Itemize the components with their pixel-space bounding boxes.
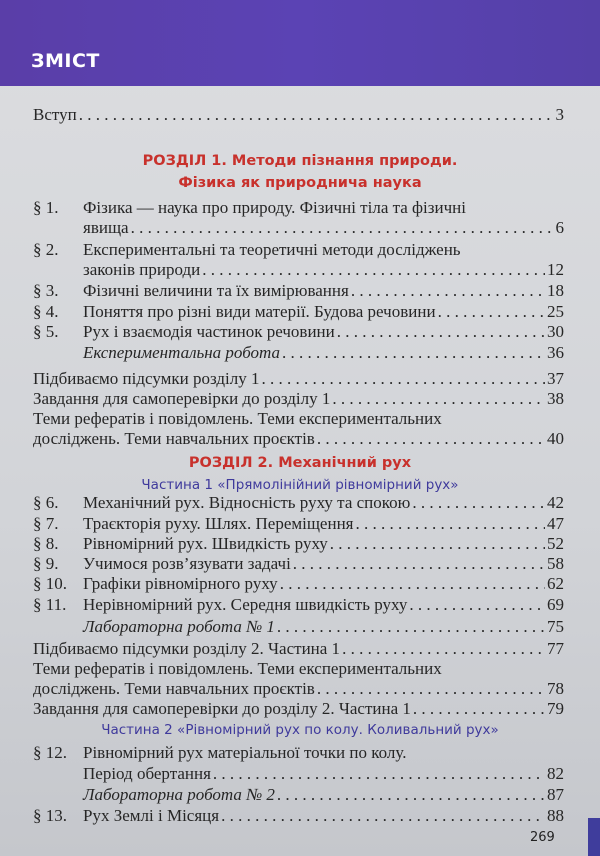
- dot-leader: [317, 428, 545, 449]
- entry-text: Теми рефератів і повідомлень. Теми експериментальних: [33, 409, 442, 428]
- entry-page: 79: [547, 699, 564, 718]
- entry-text: Експериментальна робота: [83, 343, 281, 362]
- dot-leader: [317, 678, 545, 699]
- entry-page: 58: [547, 554, 564, 573]
- part-2-title: Частина 2 «Рівномірний рух по колу. Коливальний рух»: [101, 722, 499, 738]
- entry-page: 30: [547, 322, 564, 341]
- entry-page: 69: [547, 595, 564, 614]
- dot-leader: [332, 388, 545, 409]
- dot-leader: [356, 513, 546, 534]
- entry-number: § 12.: [33, 743, 67, 762]
- entry-page: 12: [547, 260, 564, 279]
- entry-text: Вступ: [33, 105, 77, 124]
- entry-page: 37: [547, 369, 564, 388]
- entry-text-cont: Період обертання: [83, 764, 211, 783]
- entry-text: Лабораторна робота № 1: [83, 617, 275, 636]
- entry-number: § 13.: [33, 806, 67, 825]
- entry-number: § 1.: [33, 198, 59, 217]
- entry-page: 18: [547, 281, 564, 300]
- entry-page: 52: [547, 534, 564, 553]
- toc-entry-experimental-work[interactable]: [33, 342, 564, 363]
- toc-entry-9[interactable]: [33, 553, 564, 574]
- page-title: ЗМІСТ: [31, 50, 100, 72]
- toc-entry-3[interactable]: [33, 280, 564, 301]
- entry-page: 38: [547, 389, 564, 408]
- page-edge-tab: [588, 818, 600, 856]
- dot-leader: [438, 301, 545, 322]
- dot-leader: [213, 763, 545, 784]
- entry-text: Фізичні величини та їх вимірювання: [83, 281, 349, 300]
- entry-page: 6: [555, 218, 564, 237]
- dot-leader: [409, 594, 545, 615]
- toc-entry-intro[interactable]: [33, 104, 564, 125]
- entry-text: Фізика — наука про природу. Фізичні тіла та фізичні: [83, 198, 466, 217]
- dot-leader: [282, 342, 545, 363]
- entry-page: 62: [547, 574, 564, 593]
- entry-text: Механічний рух. Відносність руху та спокою: [83, 493, 411, 512]
- entry-text: Завдання для самоперевірки до розділу 2. Частина 1: [33, 699, 411, 718]
- dot-leader: [277, 616, 545, 637]
- entry-number: § 7.: [33, 514, 59, 533]
- toc-entry-summary-1[interactable]: [33, 368, 564, 389]
- toc-entry-6[interactable]: [33, 492, 564, 513]
- entry-page: 88: [547, 806, 564, 825]
- entry-number: § 5.: [33, 322, 59, 341]
- entry-page: 40: [547, 429, 564, 448]
- entry-text: Графіки рівномірного руху: [83, 574, 278, 593]
- section-2-title: РОЗДІЛ 2. Механічний рух: [188, 455, 412, 471]
- toc-entry-4[interactable]: [33, 301, 564, 322]
- entry-text: Завдання для самоперевірки до розділу 1: [33, 389, 331, 408]
- toc-entry-selfcheck-2[interactable]: [33, 698, 564, 719]
- entry-number: § 8.: [33, 534, 59, 553]
- dot-leader: [131, 217, 554, 238]
- entry-text: Лабораторна робота № 2: [83, 785, 275, 804]
- page-number: 269: [530, 830, 555, 845]
- toc-entry-11[interactable]: [33, 594, 564, 615]
- entry-page: 77: [547, 639, 564, 658]
- entry-text: Підбиваємо підсумки розділу 2. Частина 1: [33, 639, 341, 658]
- entry-page: 25: [547, 302, 564, 321]
- entry-text-cont: досліджень. Теми навчальних проєктів: [33, 679, 315, 698]
- entry-text: Рух Землі і Місяця: [83, 806, 220, 825]
- dot-leader: [293, 553, 545, 574]
- toc-entry-summary-2[interactable]: [33, 638, 564, 659]
- entry-text: Траєкторія руху. Шлях. Переміщення: [83, 514, 354, 533]
- entry-number: § 9.: [33, 554, 59, 573]
- entry-text-cont: явища: [83, 218, 129, 237]
- entry-text: Рівномірний рух матеріальної точки по колу.: [83, 743, 407, 762]
- entry-page: 47: [547, 514, 564, 533]
- entry-page: 36: [547, 343, 564, 362]
- entry-number: § 11.: [33, 595, 67, 614]
- entry-text-cont: досліджень. Теми навчальних проєктів: [33, 429, 315, 448]
- toc-entry-13[interactable]: [33, 805, 564, 826]
- entry-text: Експериментальні та теоретичні методи досліджень: [83, 240, 461, 259]
- dot-leader: [221, 805, 545, 826]
- header-band: [0, 0, 600, 86]
- toc-entry-7[interactable]: [33, 513, 564, 534]
- entry-page: 82: [547, 764, 564, 783]
- toc-entry-lab-1[interactable]: [33, 616, 564, 637]
- entry-page: 87: [547, 785, 564, 804]
- toc-entry-lab-2[interactable]: [33, 784, 564, 805]
- dot-leader: [202, 259, 545, 280]
- dot-leader: [412, 492, 545, 513]
- section-1-title-line2: Фізика як природнича наука: [178, 175, 422, 191]
- part-1-title: Частина 1 «Прямолінійний рівномірний рух»: [141, 477, 459, 493]
- entry-text: Нерівномірний рух. Середня швидкість руху: [83, 595, 408, 614]
- entry-number: § 3.: [33, 281, 59, 300]
- dot-leader: [342, 638, 545, 659]
- entry-number: § 4.: [33, 302, 59, 321]
- entry-page: 42: [547, 493, 564, 512]
- section-1-title-line1: РОЗДІЛ 1. Методи пізнання природи.: [142, 153, 458, 169]
- toc-entry-selfcheck-1[interactable]: [33, 388, 564, 409]
- entry-page: 75: [547, 617, 564, 636]
- entry-page: 3: [555, 105, 564, 124]
- entry-text: Учимося розв’язувати задачі: [83, 554, 291, 573]
- dot-leader: [351, 280, 545, 301]
- dot-leader: [337, 321, 545, 342]
- entry-text: Теми рефератів і повідомлень. Теми експериментальних: [33, 659, 442, 678]
- toc-entry-5[interactable]: [33, 321, 564, 342]
- toc-entry-10[interactable]: [33, 573, 564, 594]
- entry-text-cont: законів природи: [83, 260, 201, 279]
- toc-entry-8[interactable]: [33, 533, 564, 554]
- dot-leader: [280, 573, 545, 594]
- entry-text: Поняття про різні види матерії. Будова речовини: [83, 302, 436, 321]
- dot-leader: [79, 104, 554, 125]
- entry-number: § 6.: [33, 493, 59, 512]
- dot-leader: [277, 784, 545, 805]
- entry-page: 78: [547, 679, 564, 698]
- entry-text: Підбиваємо підсумки розділу 1: [33, 369, 260, 388]
- dot-leader: [262, 368, 546, 389]
- entry-text: Рух і взаємодія частинок речовини: [83, 322, 335, 341]
- entry-number: § 10.: [33, 574, 67, 593]
- entry-number: § 2.: [33, 240, 59, 259]
- dot-leader: [330, 533, 545, 554]
- entry-text: Рівномірний рух. Швидкість руху: [83, 534, 328, 553]
- dot-leader: [413, 698, 545, 719]
